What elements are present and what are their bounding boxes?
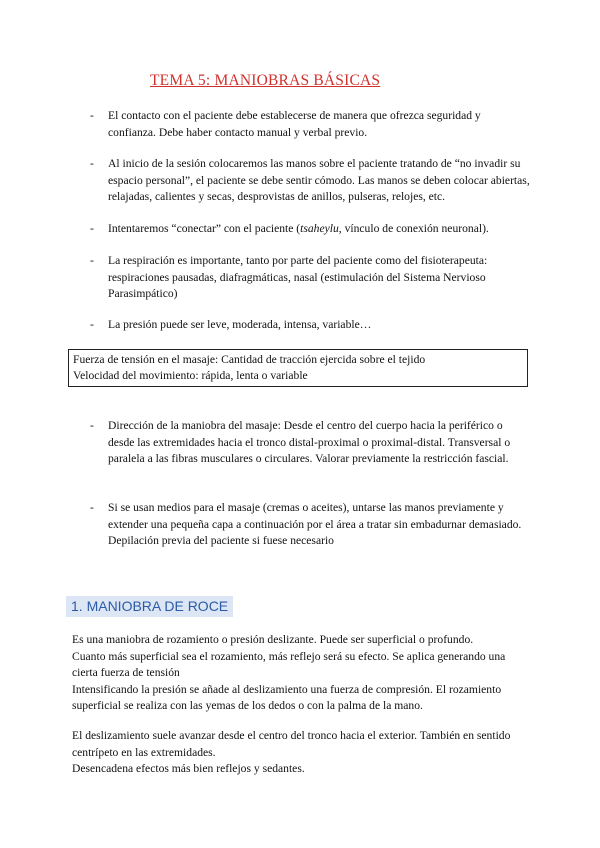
bullet-dash: -	[90, 419, 94, 432]
paragraph: Desencadena efectos más bien reflejos y sedantes.	[72, 762, 305, 776]
paragraph: Es una maniobra de rozamiento o presión deslizante. Puede ser superficial o profundo.	[72, 633, 474, 646]
bullet-text: El contacto con el paciente debe establecerse de manera que ofrezca seguridad y confianza. Debe haber contacto manual y verbal previo.	[108, 109, 481, 139]
section-body	[72, 728, 512, 778]
paragraph: El deslizamiento suele avanzar desde el centro del tronco hacia el exterior. También en sentido centrípeto en las extremidades.	[72, 729, 511, 759]
list-item	[90, 500, 530, 550]
bullet-text: Al inicio de la sesión colocaremos las manos sobre el paciente tratando de “no invadir su espacio personal”, el paciente se debe sentir cómodo. Las manos se deben colocar abiertas, relajadas, calientes y secas, desprovistas de anillos, pulseras, relojes, etc.	[108, 157, 530, 203]
list-item	[90, 108, 530, 141]
bullet-text: Si se usan medios para el masaje (cremas o aceites), untarse las manos previamente y extender una pequeña capa a continuación por el área a tratar sin embadurnar demasiado. Depilación previa del paciente si fuese necesario	[108, 501, 522, 547]
paragraph: Cuanto más superficial sea el rozamiento, más reflejo será su efecto. Se aplica generando una cierta fuerza de tensión	[72, 649, 506, 680]
bullet-dash: -	[90, 157, 94, 170]
section-body	[72, 632, 512, 715]
list-item	[90, 221, 530, 238]
bullet-text-start: Intentaremos “conectar” con el paciente (	[108, 222, 301, 235]
list-item	[90, 418, 530, 468]
definition-line: Velocidad del movimiento: rápida, lenta o variable	[73, 369, 308, 382]
section-heading: 1. MANIOBRA DE ROCE	[66, 596, 233, 617]
definition-line: Fuerza de tensión en el masaje: Cantidad de tracción ejercida sobre el tejido	[73, 353, 426, 366]
list-item	[90, 253, 530, 303]
bullet-dash: -	[90, 318, 94, 331]
bullet-text: Dirección de la maniobra del masaje: Desde el centro del cuerpo hacia la periférico o desde las extremidades hacia el tronco distal-proximal o proximal-distal. Transversal o paralela a las fibras musculares o circulares. Valorar previamente la restricción fascial.	[108, 419, 511, 465]
list-item	[90, 317, 530, 334]
bullet-text-italic: tsaheylu	[300, 222, 339, 235]
page-title: TEMA 5: MANIOBRAS BÁSICAS	[150, 72, 381, 89]
bullet-text-end: , vínculo de conexión neuronal).	[338, 222, 489, 235]
paragraph: Intensificando la presión se añade al deslizamiento una fuerza de compresión. El rozamiento superficial se realiza con las yemas de los dedos o con la palma de la mano.	[72, 682, 502, 713]
definition-box	[68, 349, 528, 387]
bullet-text	[108, 221, 530, 238]
list-item	[90, 156, 530, 206]
bullet-text: La presión puede ser leve, moderada, intensa, variable…	[108, 318, 372, 331]
bullet-dash: -	[90, 222, 94, 235]
bullet-dash: -	[90, 109, 94, 122]
bullet-dash: -	[90, 501, 94, 514]
bullet-text: La respiración es importante, tanto por parte del paciente como del fisioterapeuta: respiraciones pausadas, diafragmáticas, nasal (estimulación del Sistema Nervioso Parasimpático)	[108, 254, 488, 300]
bullet-dash: -	[90, 254, 94, 267]
